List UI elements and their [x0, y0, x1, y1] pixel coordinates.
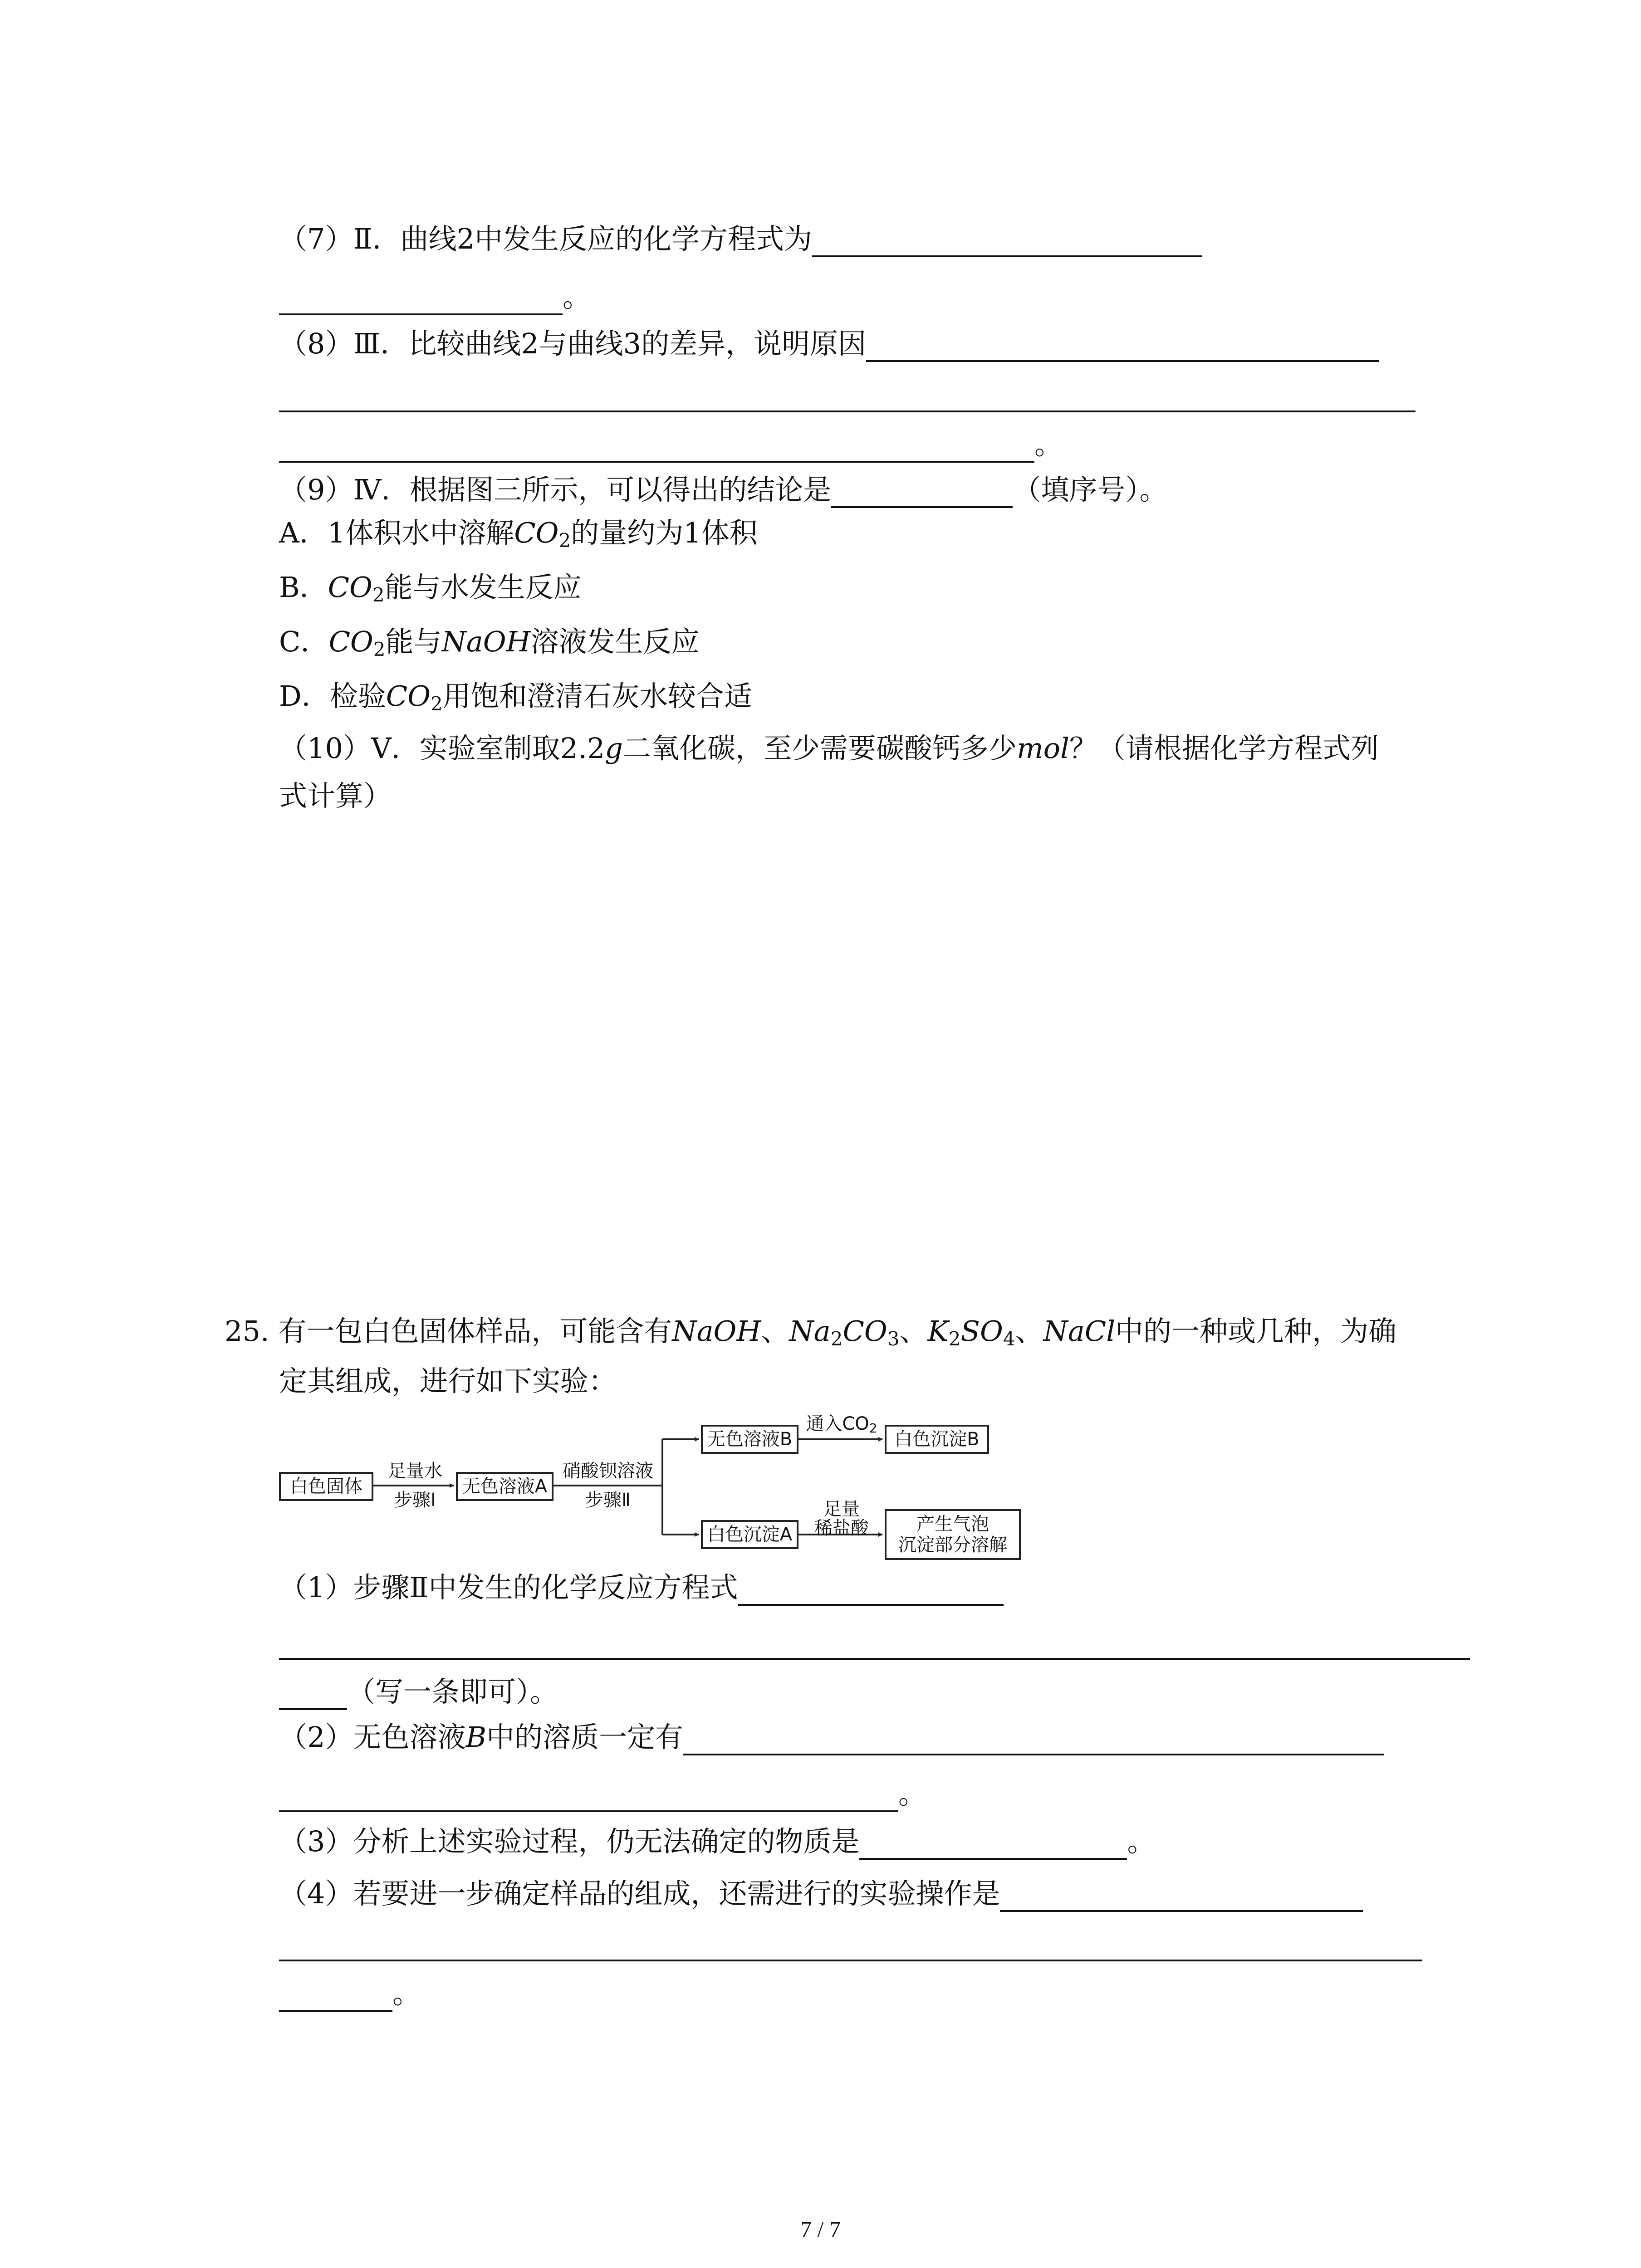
- separator: 、: [1015, 1315, 1043, 1348]
- q9-answer-blank[interactable]: [831, 479, 1013, 508]
- sub2-answer-blank[interactable]: [683, 1726, 1384, 1755]
- step2-bottom-label: 步骤Ⅱ: [585, 1490, 631, 1510]
- formula: B: [465, 1721, 487, 1754]
- co2-text: 通入CO: [806, 1413, 869, 1434]
- q9-option-a: [279, 515, 758, 559]
- q8-answer-blank[interactable]: [866, 333, 1379, 362]
- formula: CO: [386, 679, 431, 713]
- subscript: 2: [948, 1328, 961, 1350]
- q8-text: （8）Ⅲ．比较曲线2与曲线3的差异，说明原因: [279, 327, 867, 360]
- formula: NaOH: [672, 1315, 761, 1348]
- sub4-answer-blank[interactable]: [1000, 1883, 1363, 1912]
- sub4-answer-blank-3[interactable]: [279, 1983, 392, 2012]
- subscript: 2: [558, 529, 571, 552]
- q8-answer-line-2[interactable]: [279, 411, 1416, 412]
- sub1-text: （1）步骤Ⅱ中发生的化学反应方程式: [279, 1571, 738, 1604]
- q8-line: [279, 326, 1379, 362]
- q10-text: 式计算）: [279, 779, 392, 812]
- co2-label: [801, 1414, 882, 1436]
- sub4-line: [279, 1876, 1363, 1912]
- option-text: 用饱和澄清石灰水较合适: [442, 679, 752, 713]
- solution-a-box: 无色溶液A: [456, 1472, 554, 1501]
- page-number: 7 / 7: [800, 2216, 841, 2242]
- sub2-end: 。: [898, 1777, 927, 1810]
- precipitate-a-box: 白色沉淀A: [701, 1520, 798, 1549]
- sub1-end: （写一条即可）。: [347, 1675, 558, 1708]
- subscript: 3: [887, 1328, 900, 1350]
- q8-answer-blank-3[interactable]: [279, 434, 1034, 463]
- q9-option-d: [279, 678, 752, 722]
- result-text: 沉淀部分溶解: [898, 1535, 1007, 1555]
- sub1-answer-line-2[interactable]: [279, 1658, 1470, 1660]
- formula: SO: [960, 1315, 1003, 1348]
- precipitate-b-box: 白色沉淀B: [885, 1425, 989, 1454]
- q25-text: 定其组成，进行如下实验：: [279, 1364, 617, 1398]
- sub4-line3: [279, 1975, 421, 2012]
- formula: CO: [328, 625, 373, 658]
- q7-answer-blank-2[interactable]: [279, 286, 563, 315]
- option-text: A．1体积水中溶解: [279, 516, 514, 549]
- sub2-answer-blank-2[interactable]: [279, 1783, 898, 1812]
- q7-line: [279, 221, 1202, 257]
- q9-tail: （填序号）。: [1013, 473, 1168, 506]
- q7-end: 。: [563, 280, 591, 313]
- option-text: C．: [279, 625, 329, 658]
- result-box: [885, 1509, 1021, 1560]
- sub4-end: 。: [392, 1977, 421, 2010]
- q10-text: 二氧化碳，至少需要碳酸钙多少: [622, 732, 1017, 765]
- q10-text: （10）Ⅴ．实验室制取2.2: [279, 732, 605, 765]
- q8-end: 。: [1034, 428, 1063, 461]
- option-text: B．: [279, 571, 328, 604]
- unit: mol: [1017, 732, 1069, 765]
- option-text: 能与水发生反应: [384, 571, 582, 604]
- q25-line2: [279, 1363, 617, 1399]
- formula: NaOH: [441, 625, 531, 658]
- option-text: D．检验: [279, 679, 386, 713]
- sub1-line: [279, 1569, 1004, 1606]
- sub3-text: （3）分析上述实验过程，仍无法确定的物质是: [279, 1825, 860, 1858]
- q8-line3: [279, 426, 1063, 463]
- sub2-text: 中的溶质一定有: [486, 1721, 684, 1754]
- sub3-answer-blank[interactable]: [859, 1831, 1127, 1860]
- subscript: 2: [373, 638, 386, 660]
- experiment-flow-diagram: [279, 1408, 1041, 1563]
- q7-line2: [279, 279, 591, 315]
- acid-bottom-label: 稀盐酸: [814, 1518, 869, 1539]
- unit: g: [605, 732, 623, 765]
- formula: Na: [789, 1315, 831, 1348]
- subscript: 4: [1003, 1328, 1015, 1350]
- sub1-answer-blank[interactable]: [738, 1577, 1004, 1606]
- subscript: 2: [830, 1328, 843, 1350]
- subscript: 2: [431, 693, 443, 715]
- q9-text: （9）Ⅳ．根据图三所示，可以得出的结论是: [279, 473, 832, 506]
- question-number: 25.: [225, 1315, 269, 1348]
- q10-line2: [279, 778, 392, 814]
- sub4-answer-line-2[interactable]: [279, 1960, 1422, 1961]
- q7-answer-blank[interactable]: [812, 228, 1202, 257]
- formula: K: [927, 1315, 949, 1348]
- q10-text: ？（请根据化学方程式列: [1069, 732, 1379, 765]
- q10-line: [279, 730, 1379, 767]
- sub3-end: 。: [1127, 1825, 1156, 1858]
- step1-top-label: 足量水: [388, 1461, 442, 1481]
- sub1-answer-blank-3[interactable]: [279, 1681, 347, 1710]
- q9-line: [279, 472, 1167, 508]
- option-text: 能与: [385, 625, 442, 658]
- step2-top-label: 硝酸钡溶液: [563, 1461, 653, 1481]
- result-text: 产生气泡: [916, 1514, 989, 1535]
- q9-option-b: [279, 569, 582, 613]
- q25-text: 有一包白色固体样品，可能含有: [278, 1315, 672, 1348]
- solution-b-box: 无色溶液B: [701, 1425, 798, 1454]
- formula: CO: [328, 571, 372, 604]
- option-text: 溶液发生反应: [530, 625, 700, 658]
- sub3-line: [279, 1823, 1155, 1860]
- q25-line1: [225, 1313, 1396, 1357]
- separator: 、: [761, 1315, 789, 1348]
- sub4-text: （4）若要进一步确定样品的组成，还需进行的实验操作是: [279, 1877, 1000, 1910]
- formula: CO: [514, 516, 559, 549]
- formula: CO: [843, 1315, 887, 1348]
- sub1-line3: [279, 1674, 558, 1710]
- separator: 、: [899, 1315, 928, 1348]
- q9-option-c: [279, 624, 700, 668]
- q7-text: （7）Ⅱ．曲线2中发生反应的化学方程式为: [279, 222, 813, 255]
- option-text: 的量约为1体积: [571, 516, 758, 549]
- step1-bottom-label: 步骤Ⅰ: [394, 1490, 436, 1510]
- sub2-line: [279, 1719, 1384, 1755]
- sub2-text: （2）无色溶液: [279, 1721, 466, 1754]
- q25-text: 中的一种或几种，为确: [1115, 1315, 1397, 1348]
- acid-top-label: 足量: [823, 1499, 860, 1520]
- sub2-line2: [279, 1776, 926, 1812]
- subscript: 2: [372, 584, 385, 606]
- subscript: 2: [869, 1421, 877, 1436]
- formula: NaCl: [1043, 1315, 1116, 1348]
- start-box: 白色固体: [279, 1472, 373, 1501]
